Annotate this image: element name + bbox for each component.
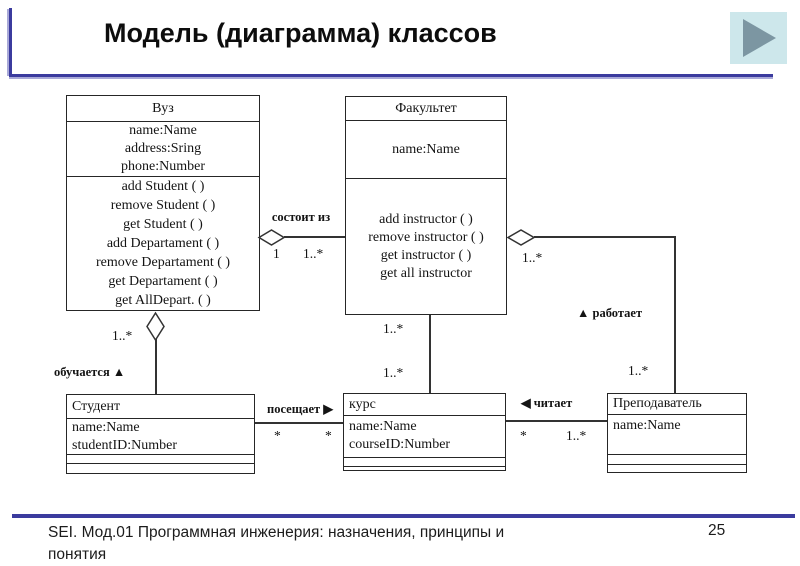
- class-extra-empty: [67, 463, 254, 464]
- class-attributes: [67, 121, 259, 176]
- aggregation-diamond-vuz-student: [146, 312, 165, 341]
- method-row: remove Student ( ): [110, 198, 216, 213]
- class-attributes: [344, 415, 505, 457]
- method-row: get Departament ( ): [108, 274, 218, 289]
- footer-rule: [12, 514, 795, 518]
- mult-kurs-side-right: *: [520, 428, 527, 443]
- class-methods-empty: [608, 454, 746, 464]
- method-row: get all instructor: [380, 265, 472, 281]
- assoc-label-poseshchaet: посещает ▶: [267, 402, 333, 416]
- association-line-student-kurs: [255, 422, 343, 424]
- mult-prepod-top: 1..*: [628, 363, 649, 378]
- mult-prepod-side: 1..*: [566, 428, 587, 443]
- class-title: Факультет: [395, 100, 457, 116]
- class-box-kurs: [343, 393, 506, 471]
- mult-fakultet-prepod-near: 1..*: [522, 250, 543, 265]
- page-number: 25: [708, 522, 726, 539]
- class-title: Студент: [72, 398, 121, 414]
- page-title: Модель (диаграмма) классов: [104, 18, 497, 48]
- assoc-label-obuchaetsya: обучается ▲: [54, 365, 126, 379]
- attribute-row: name:Name: [349, 419, 417, 434]
- method-row: get instructor ( ): [380, 247, 472, 263]
- mult-fakultet-kurs-top: 1..*: [383, 321, 404, 336]
- method-row: get AllDepart. ( ): [115, 293, 211, 308]
- mult-vuz-student: 1..*: [112, 328, 133, 343]
- assoc-label-sostoit-iz: состоит из: [271, 210, 331, 224]
- association-line-fakultet-prepod-h: [534, 236, 675, 238]
- class-extra-empty: [344, 466, 505, 467]
- method-row: remove Departament ( ): [95, 255, 231, 270]
- assoc-label-rabotaet: ▲ работает: [577, 306, 643, 320]
- footer-course-label: [48, 522, 648, 566]
- class-methods: [346, 178, 506, 314]
- mult-fakultet-side: 1..*: [303, 246, 324, 261]
- method-row: add Student ( ): [121, 179, 205, 194]
- association-line-vuz-student: [155, 339, 157, 394]
- class-title: Вуз: [152, 100, 174, 116]
- class-methods: [67, 176, 259, 310]
- method-row: add Departament ( ): [106, 236, 220, 251]
- method-row: remove instructor ( ): [368, 229, 484, 245]
- class-box-student: [66, 394, 255, 474]
- class-attributes: [608, 414, 746, 454]
- aggregation-diamond-vuz-fakultet: [258, 229, 285, 246]
- association-line-vuz-fakultet: [284, 236, 345, 238]
- class-attributes: [67, 418, 254, 454]
- mult-kurs-side-left: *: [325, 428, 332, 443]
- attribute-row: name:Name: [613, 418, 681, 433]
- class-title: курс: [349, 396, 376, 412]
- mult-student-side: *: [274, 428, 281, 443]
- class-title: Преподаватель: [613, 396, 702, 411]
- attribute-row: phone:Number: [121, 159, 205, 174]
- class-box-fakultet: [345, 96, 507, 315]
- play-icon: [743, 19, 776, 57]
- class-box-prepodavatel: [607, 393, 747, 473]
- class-methods-empty: [67, 454, 254, 463]
- class-box-vuz: [66, 95, 260, 311]
- next-slide-button[interactable]: [730, 12, 787, 64]
- footer-line2: понятия: [48, 546, 107, 563]
- assoc-label-chitaet: ◀ читает: [521, 396, 573, 410]
- attribute-row: name:Name: [129, 123, 197, 138]
- attribute-row: name:Name: [72, 420, 140, 435]
- aggregation-diamond-fakultet-prepod: [507, 229, 535, 246]
- association-line-fakultet-prepod-v: [674, 236, 676, 393]
- class-methods-empty: [344, 457, 505, 466]
- class-extra-empty: [608, 464, 746, 465]
- attribute-row: studentID:Number: [72, 438, 177, 453]
- attribute-row: courseID:Number: [349, 437, 451, 452]
- header-bottom-rule: [9, 74, 773, 77]
- association-line-kurs-prepod: [506, 420, 607, 422]
- header-left-rule: [9, 8, 12, 75]
- mult-fakultet-kurs-bottom: 1..*: [383, 365, 404, 380]
- association-line-fakultet-kurs: [429, 315, 431, 393]
- attribute-row: address:Sring: [124, 141, 202, 156]
- class-attributes: [346, 120, 506, 178]
- attribute-row: name:Name: [392, 141, 460, 157]
- method-row: add instructor ( ): [379, 211, 473, 227]
- method-row: get Student ( ): [123, 217, 203, 232]
- footer-line1: SEI. Мод.01 Программная инженерия: назначения, принципы и: [48, 524, 505, 541]
- mult-vuz-side: 1: [273, 246, 280, 261]
